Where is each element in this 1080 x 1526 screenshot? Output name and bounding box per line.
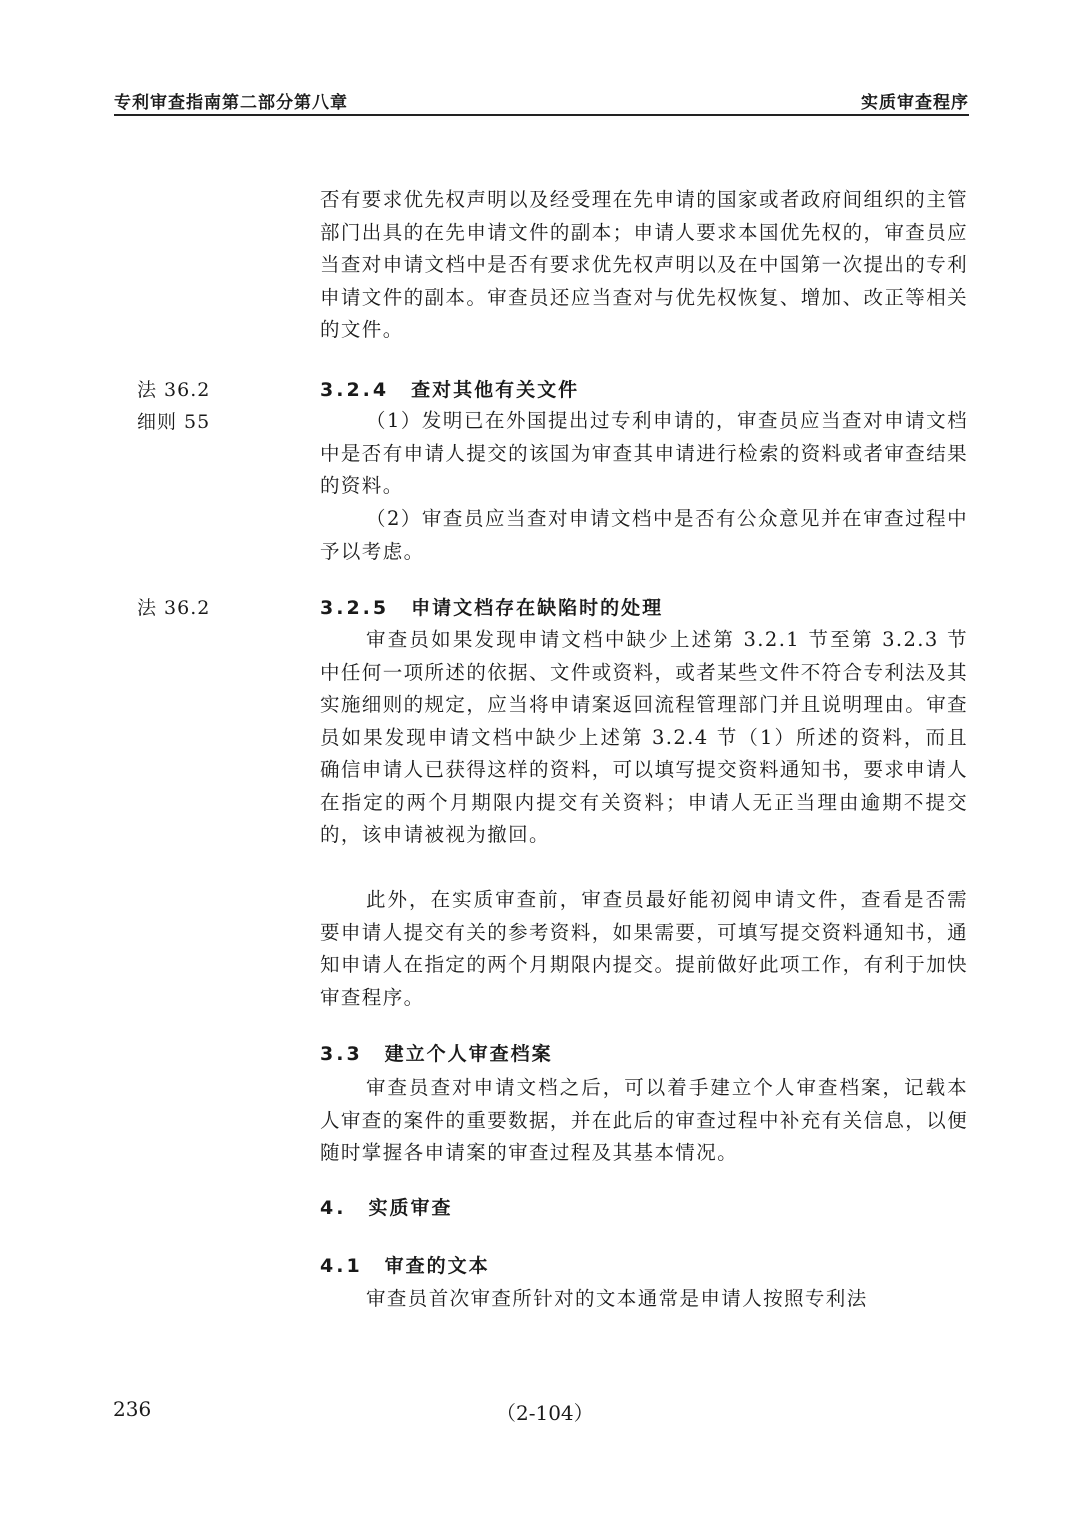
paragraph-preliminary-review: 此外，在实质审查前，审查员最好能初阅申请文件，查看是否需要申请人提交有关的参考资料，如果需要，可填写提交资料通知书，通知申请人在指定的两个月期限内提交。提前做好此项工作，有利于加快审查程序。 [320,888,968,1009]
heading-3-2-4 [320,375,579,405]
running-header [114,86,969,116]
heading-title: 实质审查 [368,1197,453,1219]
heading-title: 审查的文本 [384,1255,490,1277]
header-section-title: 实质审查程序 [861,93,969,113]
section-page-number: （2-104） [496,1401,594,1425]
heading-title: 查对其他有关文件 [411,379,580,401]
heading-title: 申请文档存在缺陷时的处理 [411,597,664,619]
heading-number: 3.3 [320,1043,363,1065]
heading-4 [320,1193,452,1223]
header-chapter-title: 专利审查指南第二部分第八章 [114,93,348,113]
margin-note-rule-55: 细则 55 [137,411,211,433]
margin-note-law-36-2-b: 法 36.2 [137,597,211,619]
paragraph-priority-documents: 否有要求优先权声明以及经受理在先申请的国家或者政府间组织的主管部门出具的在先申请文件的副本；申请人要求本国优先权的，审查员应当查对申请文档中是否有要求优先权声明以及在中国第一次提出的专利申请文件的副本。审查员还应当查对与优先权恢复、增加、改正等相关的文件。 [320,188,968,341]
heading-4-1 [320,1251,490,1281]
page-number: 236 [113,1397,152,1421]
heading-number: 4.1 [320,1255,363,1277]
heading-3-2-5 [320,593,663,623]
paragraph-defect-handling: 审查员如果发现申请文档中缺少上述第 3.2.1 节至第 3.2.3 节中任何一项所述的依据、文件或资料，或者某些文件不符合专利法及其实施细则的规定，应当将申请案返回流程管理部门并且说明理由。审查员如果发现申请文档中缺少上述第 3.2.4 节（1）所述的资料，而且确信申请人已获得这样的资料，可以填写提交资料通知书，要求申请人在指定的两个月期限内提交有关资料；申请人无正当理由逾期不提交的，该申请被视为撤回。 [320,628,968,846]
paragraph-examination-text: 审查员首次审查所针对的文本通常是申请人按照专利法 [366,1287,868,1310]
heading-3-3 [320,1039,553,1069]
heading-number: 4. [320,1197,347,1219]
paragraph-personal-file: 审查员查对申请文档之后，可以着手建立个人审查档案，记载本人审查的案件的重要数据，并在此后的审查过程中补充有关信息，以便随时掌握各申请案的审查过程及其基本情况。 [320,1076,968,1164]
heading-number: 3.2.5 [320,597,390,619]
margin-note-law-36-2: 法 36.2 [137,379,211,401]
paragraph-public-opinion: （2）审查员应当查对申请文档中是否有公众意见并在审查过程中予以考虑。 [320,507,968,563]
paragraph-foreign-search-results: （1）发明已在外国提出过专利申请的，审查员应当查对申请文档中是否有申请人提交的该国为审查其申请进行检索的资料或者审查结果的资料。 [320,409,968,497]
heading-number: 3.2.4 [320,379,390,401]
heading-title: 建立个人审查档案 [384,1043,553,1065]
